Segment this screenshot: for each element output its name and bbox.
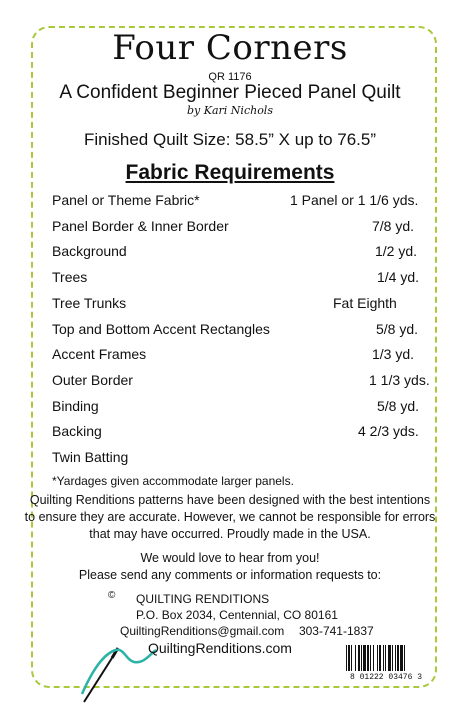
email-phone-line xyxy=(120,623,374,639)
requirement-item: Accent Frames xyxy=(52,346,147,363)
contact-request xyxy=(0,550,460,584)
requirement-quantity: 1/2 yd. xyxy=(375,243,418,260)
pattern-title: Four Corners xyxy=(112,28,348,68)
requirement-quantity: 1/3 yd. xyxy=(372,346,415,363)
disclaimer-line: that may have occurred. Proudly made in the USA. xyxy=(89,527,371,541)
email-link[interactable]: QuiltingRenditions@gmail.com xyxy=(120,624,285,638)
requirement-row xyxy=(52,346,428,366)
requirement-row xyxy=(52,321,428,341)
barcode xyxy=(342,645,430,683)
requirements-heading: Fabric Requirements xyxy=(125,161,335,184)
requirement-row xyxy=(52,398,428,418)
requirement-row xyxy=(52,192,428,212)
requirement-item: Panel or Theme Fabric* xyxy=(52,192,200,208)
requirement-row xyxy=(52,243,428,263)
requirement-item: Trees xyxy=(52,269,88,286)
requirement-item: Top and Bottom Accent Rectangles xyxy=(52,320,270,337)
contact-address-block xyxy=(108,590,374,639)
requirement-quantity: 7/8 yd. xyxy=(372,217,415,234)
mailing-address: P.O. Box 2034, Centennial, CO 80161 xyxy=(136,608,338,622)
disclaimer xyxy=(0,492,460,543)
website-link[interactable]: QuiltingRenditions.com xyxy=(148,640,292,656)
requirement-item: Tree Trunks xyxy=(52,294,127,311)
requirement-row xyxy=(52,449,428,469)
pattern-code: QR 1176 xyxy=(208,71,252,83)
requirement-quantity: 5/8 yd. xyxy=(377,397,420,414)
requirement-row xyxy=(52,295,428,315)
pattern-subtitle: A Confident Beginner Pieced Panel Quilt xyxy=(59,82,401,103)
disclaimer-line: to ensure they are accurate. However, we cannot be responsible for errors xyxy=(24,510,436,524)
barcode-number: 8 01222 03476 3 xyxy=(349,673,422,682)
requirement-item: Outer Border xyxy=(52,371,133,388)
requirement-item: Panel Border & Inner Border xyxy=(52,217,229,234)
needle-thread-icon xyxy=(78,632,158,706)
copyright-symbol: © xyxy=(108,590,116,601)
phone-number: 303-741-1837 xyxy=(298,624,374,638)
requirement-quantity: 1 1/3 yds. xyxy=(369,371,430,388)
requirement-row xyxy=(52,423,428,443)
company-name: QUILTING RENDITIONS xyxy=(136,592,270,606)
requirement-quantity: 1/4 yd. xyxy=(377,269,420,286)
requirement-quantity: Fat Eighth xyxy=(333,294,397,311)
pattern-author: by Kari Nichols xyxy=(187,104,273,117)
yardage-note: *Yardages given accommodate larger panels. xyxy=(52,474,294,488)
requirement-quantity: 4 2/3 yds. xyxy=(358,423,419,440)
contact-line: We would love to hear from you! xyxy=(140,551,320,565)
requirement-row xyxy=(52,218,428,238)
contact-line: Please send any comments or information requests to: xyxy=(78,568,382,582)
requirement-quantity: 5/8 yd. xyxy=(376,320,419,337)
requirement-item: Backing xyxy=(52,423,102,440)
finished-size: Finished Quilt Size: 58.5” X up to 76.5” xyxy=(84,130,376,149)
disclaimer-line: Quilting Renditions patterns have been designed with the best intentions xyxy=(29,493,431,507)
requirement-row xyxy=(52,269,428,289)
requirement-item: Background xyxy=(52,243,127,260)
requirement-quantity: 1 Panel or 1 1/6 yds. xyxy=(290,192,419,208)
requirement-item: Binding xyxy=(52,397,99,414)
barcode-bars xyxy=(342,645,430,673)
requirement-item: Twin Batting xyxy=(52,449,129,465)
requirement-row xyxy=(52,372,428,392)
